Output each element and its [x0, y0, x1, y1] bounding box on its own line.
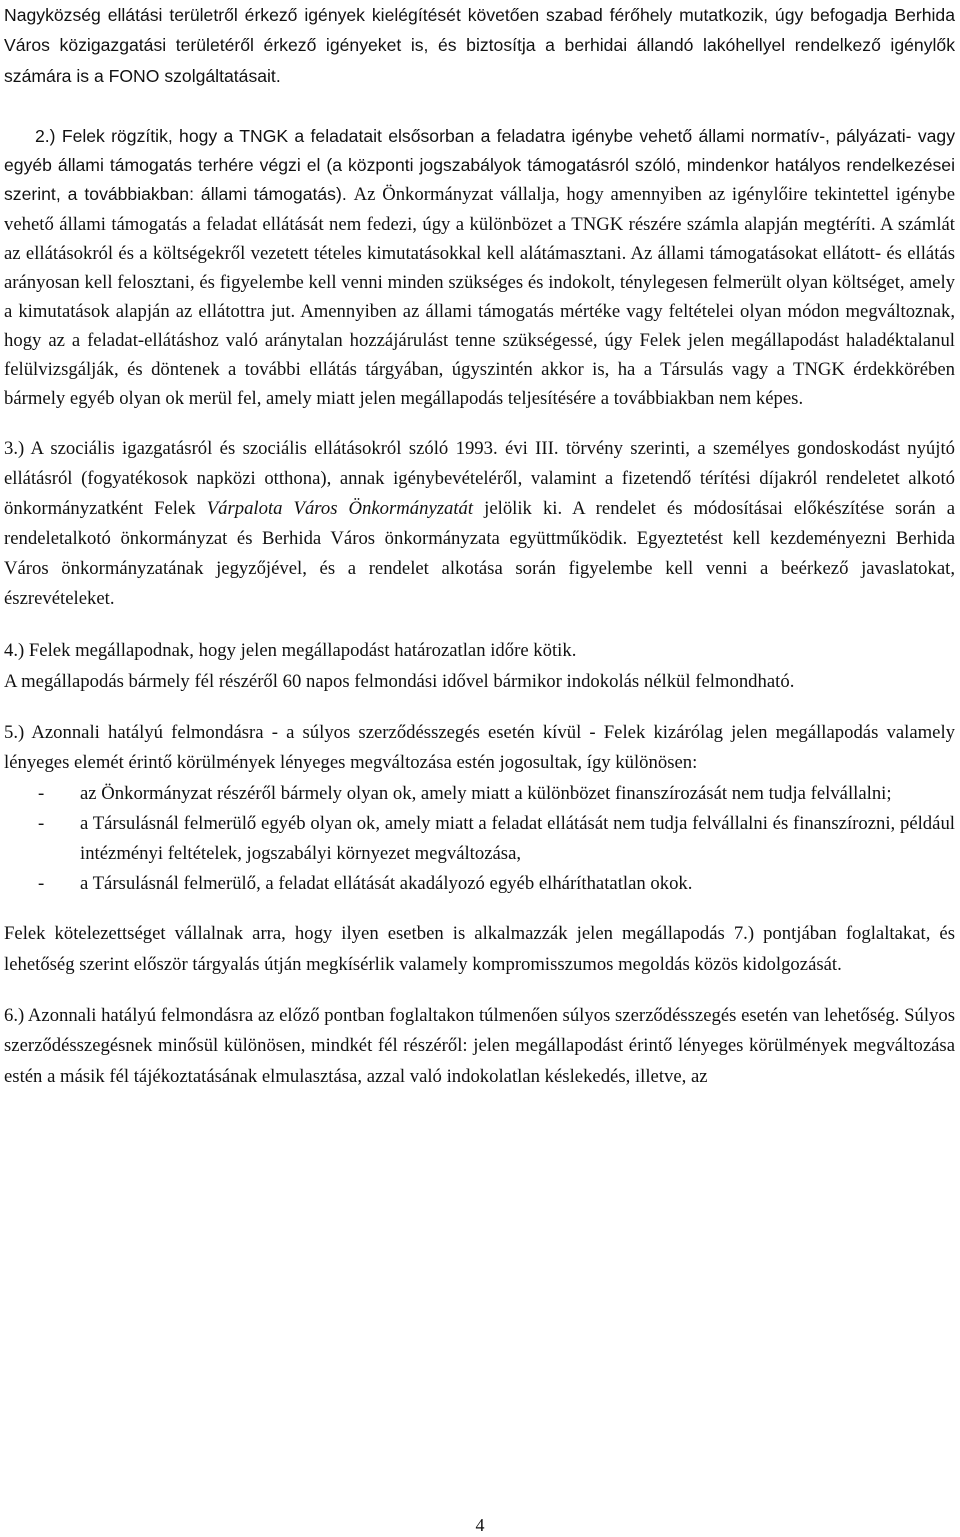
list-item — [4, 869, 955, 899]
dash-marker: - — [38, 812, 45, 834]
section-5-list — [4, 779, 955, 900]
dash-marker: - — [38, 873, 45, 895]
section-2-lead: 2.) Felek rögzítik, hogy a TNGK a feladatait elsősorban a feladatra igénybe vehető állami normatív-, pályázati- vagy egyéb állami támogatás terhére végzi el (a központi jogszabályok támogatásról szóló, mindenkor hatályos rendelkezései szerint, a továbbiakban: állami támogatás). — [4, 126, 955, 205]
list-item — [4, 779, 955, 809]
section-3-text-after: jelölik ki. A rendelet és módosításai előkészítése során a rendeletalkotó önkormányzat és Berhida Város önkormányzata együttműködik. Egyeztetést kell kezdeményezni Berhida Város önkormányzatának jegyzőjével, és a rendelet alkotása során figyelembe kell venni a beérkező javaslatokat, észrevételeket. — [4, 498, 955, 610]
section-5-closing: Felek kötelezettséget vállalnak arra, hogy ilyen esetben is alkalmazzák jelen megállapodás 7.) pontjában foglaltakat, és lehetőség szerint először tárgyalás útján megkísérlik valamely kompromisszumos megoldás közös kidolgozását. — [4, 923, 955, 975]
list-item — [4, 809, 955, 869]
intro-paragraph: Nagyközség ellátási területről érkező igények kielégítését követően szabad férőhely mutatkozik, úgy befogadja Berhida Város közigazgatási területéről érkező igényeket is, és biztosítja a berhidai állandó lakóhellyel rendelkező igénylők számára is a FONO szolgáltatásait. — [4, 5, 955, 86]
section-3-paragraph — [4, 434, 955, 614]
section-6-paragraph: 6.) Azonnali hatályú felmondásra az előző pontban foglaltakon túlmenően súlyos szerződésszegés esetén van lehetőség. Súlyos szerződésszegésnek minősül különösen, mindkét fél részéről: jelen megállapodást érintő lényeges körülmények megváltozása estén a másik fél tájékoztatásának elmulasztása, azzal való indokolatlan késlekedés, illetve, az — [4, 1004, 955, 1087]
section-5-intro: 5.) Azonnali hatályú felmondásra - a súlyos szerződésszegés esetén kívül - Felek kizárólag jelen megállapodás valamely lényeges elemét érintő körülmények lényeges megváltozása estén jogosultak, így különösen: — [4, 722, 955, 774]
page-number: 4 — [475, 1515, 485, 1535]
section-4-line-2: A megállapodás bármely fél részéről 60 napos felmondási idővel bármikor indokolás nélkül felmondható. — [4, 671, 795, 693]
section-2-paragraph — [4, 122, 955, 413]
dash-marker: - — [38, 782, 45, 804]
list-item-text: a Társulásnál felmerülő, a feladat ellátását akadályozó egyéb elháríthatatlan okok. — [80, 873, 693, 895]
section-4-line-1: 4.) Felek megállapodnak, hogy jelen megállapodást határozatlan időre kötik. — [4, 640, 577, 662]
section-2-continuation: Az Önkormányzat vállalja, hogy amennyiben az igénylőire tekintettel igénybe vehető állami támogatás a feladat ellátását nem fedezi, úgy a különbözet a TNGK részére számla alapján megtéríti. A számlát az ellátásokról és a költségekről vezetett tételes kimutatásokkal kell alátámasztani. Az állami támogatásokat ellátott- és ellátás arányosan kell felosztani, és figyelembe kell venni minden szükséges és indokolt, ténylegesen felmerült olyan költséget, amely a kimutatások alapján az ellátottra jut. Amennyiben az állami támogatás mértéke vagy feltételei olyan módon megváltoznak, hogy az a feladat-ellátáshoz való aránytalan hozzájárulást tenne szükségessé, úgy Felek jelen megállapodást haladéktalanul felülvizsgálják, és döntenek a további ellátás tárgyában, úgyszintén akkor is, ha a Társulás vagy a TNGK érdekkörében bármely egyéb olyan ok merül fel, amely miatt jelen megállapodás teljesítésére a továbbiakban nem képes. — [4, 184, 955, 410]
document-body — [4, 0, 955, 1092]
section-4-block — [4, 635, 955, 697]
list-item-text: a Társulásnál felmerülő egyéb olyan ok, amely miatt a feladat ellátását nem tudja felvállalni és finanszírozni, például intézményi feltételek, jogszabályi környezet megváltozása, — [80, 812, 955, 864]
section-3-text-before: 3.) A szociális igazgatásról és szociális ellátásokról szóló 1993. évi III. törvény szerinti, a személyes gondoskodást nyújtó ellátásról (fogyatékosok napközi otthona), annak igénybevételéről, valamint a fizetendő térítési díjakról rendeletet alkotó önkormányzatként Felek — [4, 438, 955, 520]
list-item-text: az Önkormányzat részéről bármely olyan ok, amely miatt a különbözet finanszírozását nem tudja felvállalni; — [80, 782, 892, 804]
section-5-block — [4, 718, 955, 980]
section-3-italic-entity: Várpalota Város Önkormányzatát — [206, 498, 474, 520]
